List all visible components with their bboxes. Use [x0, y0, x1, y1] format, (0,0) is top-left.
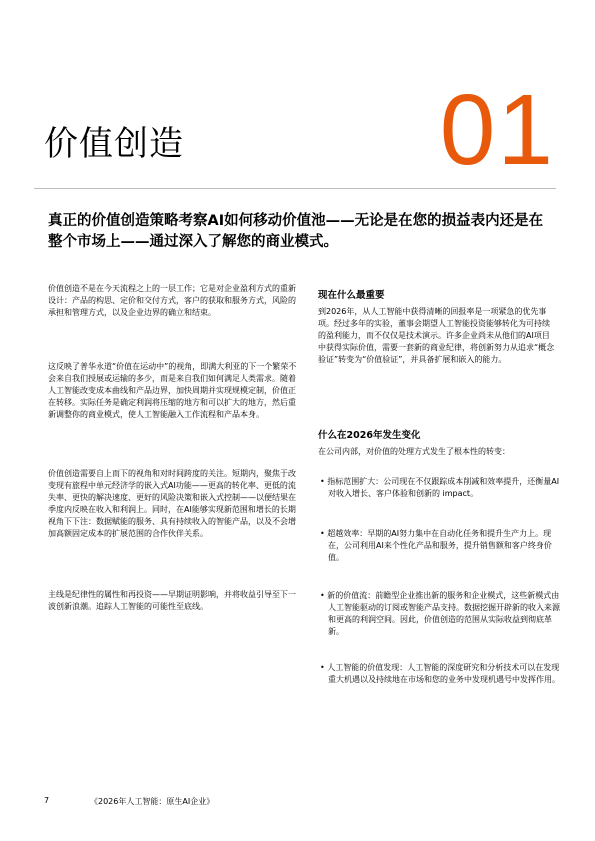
left-paragraph-4: 主线是纪律性的属性和再投资——早期证明影响，并将收益引导至下一波创新浪潮。追踪人工智能的可能性至底线。: [48, 590, 296, 611]
heading-what-matters-now: 现在什么最重要: [318, 290, 385, 301]
section-title: 价值创造: [44, 124, 184, 164]
left-paragraph-1: 价值创造不是在今天流程之上的一层工作；它是对企业盈利方式的重新设计：产品的构思、定价和交付方式，客户的获取和服务方式，风险的承担和管理方式，以及企业边界的确立和结束。: [48, 284, 296, 317]
bullet-item: • 人工智能的价值发现：人工智能的深度研究和分析技术可以在发现重大机遇以及持续地在市场和您的业务中发现机遇号中发挥作用。: [318, 662, 566, 686]
bullet-item: • 新的价值流：前瞻型企业推出新的服务和企业模式，这些新模式由人工智能驱动的订阅或智能产品支持。数据挖掘开辟新的收入来源和更高的利润空间。因此，价值创造的范围从实际收益到彻底革新。: [318, 590, 566, 638]
section-number: 01: [439, 74, 555, 186]
heading-what-changes-2026: 什么在2026年发生变化: [318, 430, 421, 441]
right-paragraph-1: 到2026年，从人工智能中获得清晰的回报率是一项紧急的优先事项。经过多年的实验，董事会期望人工智能投资能够转化为可持续的盈利能力，而不仅仅是技术演示。许多企业尚未从他们的AI项目中获得实际价值，需要一套新的商业纪律，将创新努力从追求“概念验证”转变为“价值验证”，并具备扩展和嵌入的能力。: [318, 307, 555, 364]
bullet-item: • 超越效率：早期的AI努力集中在自动化任务和提升生产力上。现在，公司利用AI来个性化产品和服务，提升销售额和客户终身价值。: [318, 528, 566, 564]
lead-heading: 真正的价值创造策略考察AI如何移动价值池——无论是在您的损益表内还是在整个市场上——通过深入了解您的商业模式。: [48, 213, 544, 250]
left-paragraph-2: 这反映了普华永道“价值在运动中”的视角，即满大利亚的下一个繁荣不会来自我们授展或运输的多少，而是来自我们如何满足人类需求。随着人工智能改变成本曲线和产品边界，加快周期并实现规模定制，价值正在转移。实际任务是确定利润将压缩的地方和可以扩大的地方，然后重新调整你的商业模式，使人工智能融入工作流程和产品本身。: [48, 362, 297, 419]
page-number: 7: [44, 796, 50, 805]
left-paragraph-3: 价值创造需要自上而下的视角和对时间跨度的关注。短期内，聚焦于改变现有旅程中单元经济学的嵌入式AI功能——更高的转化率、更低的流失率、更快的解决速度、更好的风险决策和嵌入式控制——以便结果在季度内反映在收入和利润上。同时，在AI能够实现新范围和增长的长期视角下下注：数据赋能的服务、具有持续收入的智能产品，以及不会增加高额固定成本的扩展范围的合作伙伴关系。: [48, 469, 296, 538]
divider: [34, 188, 556, 189]
bullet-item: • 指标范围扩大：公司现在不仅跟踪成本削减和效率提升，还衡量AI对收入增长、客户体验和创新的 impact。: [318, 476, 566, 500]
right-intro: 在公司内部，对价值的处理方式发生了根本性的转变：: [318, 447, 510, 456]
document-title: 《2026年人工智能：原生AI企业》: [90, 797, 215, 806]
